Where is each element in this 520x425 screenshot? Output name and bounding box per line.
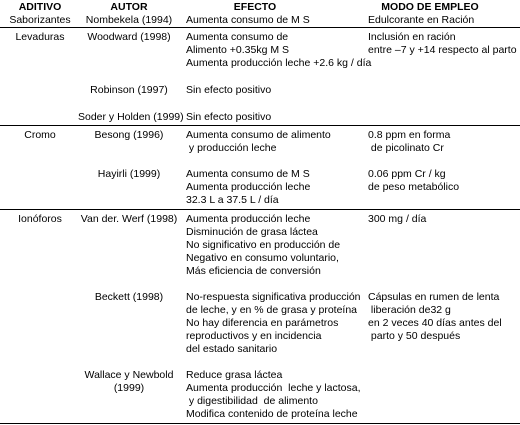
efecto-wallace-line: Reduce grasa láctea — [186, 369, 283, 381]
efecto-van-der-werf-line: Más eficiencia de conversión — [186, 265, 321, 277]
modo-besong-line: de picolinato Cr — [368, 142, 444, 154]
header-modo-de-empleo: MODO DE EMPLEO — [381, 1, 479, 13]
row-divider-cromo — [0, 125, 520, 126]
autor-soder-holden: Soder y Holden (1999) — [78, 111, 184, 123]
efecto-van-der-werf-line: No significativo en producción de — [186, 239, 341, 251]
efecto-besong-line: Aumenta consumo de alimento — [186, 129, 331, 141]
autor-robinson: Robinson (1997) — [90, 84, 168, 96]
modo-besong-line: 0.8 ppm en forma — [368, 129, 451, 141]
efecto-wallace-line: y digestibilidad de alimento — [186, 395, 318, 407]
efecto-woodward-line: Aumenta producción leche +2.6 kg / día — [186, 57, 372, 69]
modo-beckett-line: parto y 50 después — [368, 330, 461, 342]
header-efecto: EFECTO — [233, 1, 277, 13]
efecto-wallace-line: Aumenta producción leche y lactosa, — [186, 382, 361, 394]
aditivo-ionoforos: Ionóforos — [18, 213, 62, 225]
efecto-beckett-line: No-respuesta significativa producción — [186, 291, 361, 303]
efecto-van-der-werf-line: Disminución de grasa láctea — [186, 226, 318, 238]
efecto-hayirli-line: Aumenta producción leche — [186, 181, 311, 193]
efecto-beckett-line: del estado sanitario — [186, 343, 278, 355]
modo-hayirli-line: 0.06 ppm Cr / kg — [368, 168, 446, 180]
autor-wallace-newbold-line: (1999) — [113, 382, 145, 394]
aditivo-cromo: Cromo — [24, 129, 56, 141]
efecto-besong-line: y producción leche — [186, 142, 277, 154]
efecto-soder-holden: Sin efecto positivo — [186, 111, 272, 123]
autor-hayirli: Hayirli (1999) — [97, 168, 161, 180]
efecto-hayirli-line: 32.3 L a 37.5 L / día — [186, 194, 279, 206]
efecto-wallace-line: Modifica contenido de proteína leche — [186, 408, 358, 420]
efecto-beckett-line: No hay diferencia en parámetros — [186, 317, 339, 329]
modo-nombekela: Edulcorante en Ración — [368, 14, 475, 26]
aditivo-levaduras: Levaduras — [15, 31, 65, 43]
header-autor: AUTOR — [110, 1, 148, 13]
autor-wallace-newbold-line: Wallace y Newbold — [84, 369, 174, 381]
modo-beckett-line: liberación de32 g — [368, 304, 451, 316]
row-divider-levaduras — [0, 27, 520, 28]
autor-van-der-werf: Van der. Werf (1998) — [80, 213, 178, 225]
efecto-van-der-werf-line: Aumenta producción leche — [186, 213, 311, 225]
modo-woodward-line: entre –7 y +14 respecto al parto — [368, 44, 517, 56]
row-divider-ionoforos — [0, 209, 520, 210]
autor-woodward: Woodward (1998) — [87, 31, 171, 43]
autor-besong: Besong (1996) — [94, 129, 164, 141]
efecto-beckett-line: reproductivos y en incidencia — [186, 330, 322, 342]
efecto-beckett-line: de leche, y en % de grasa y proteína — [186, 304, 358, 316]
table-bottom-rule — [0, 423, 520, 424]
modo-beckett-line: Cápsulas en rumen de lenta — [368, 291, 500, 303]
modo-hayirli-line: de peso metabólico — [368, 181, 460, 193]
efecto-woodward-line: Aumenta consumo de — [186, 31, 289, 43]
autor-nombekela: Nombekela (1994) — [85, 14, 173, 26]
header-aditivo: ADITIVO — [18, 1, 62, 13]
aditivo-saborizantes: Saborizantes — [9, 14, 71, 26]
modo-beckett-line: en 2 veces 40 días antes del — [368, 317, 502, 329]
efecto-hayirli-line: Aumenta consumo de M S — [186, 168, 310, 180]
efecto-robinson: Sin efecto positivo — [186, 84, 272, 96]
modo-van-der-werf: 300 mg / día — [368, 213, 427, 225]
efecto-woodward-line: Alimento +0.35kg M S — [186, 44, 290, 56]
autor-beckett: Beckett (1998) — [94, 291, 164, 303]
efecto-van-der-werf-line: Negativo en consumo voluntario, — [186, 252, 339, 264]
efecto-nombekela: Aumenta consumo de M S — [186, 14, 310, 26]
modo-woodward-line: Inclusión en ración — [368, 31, 456, 43]
